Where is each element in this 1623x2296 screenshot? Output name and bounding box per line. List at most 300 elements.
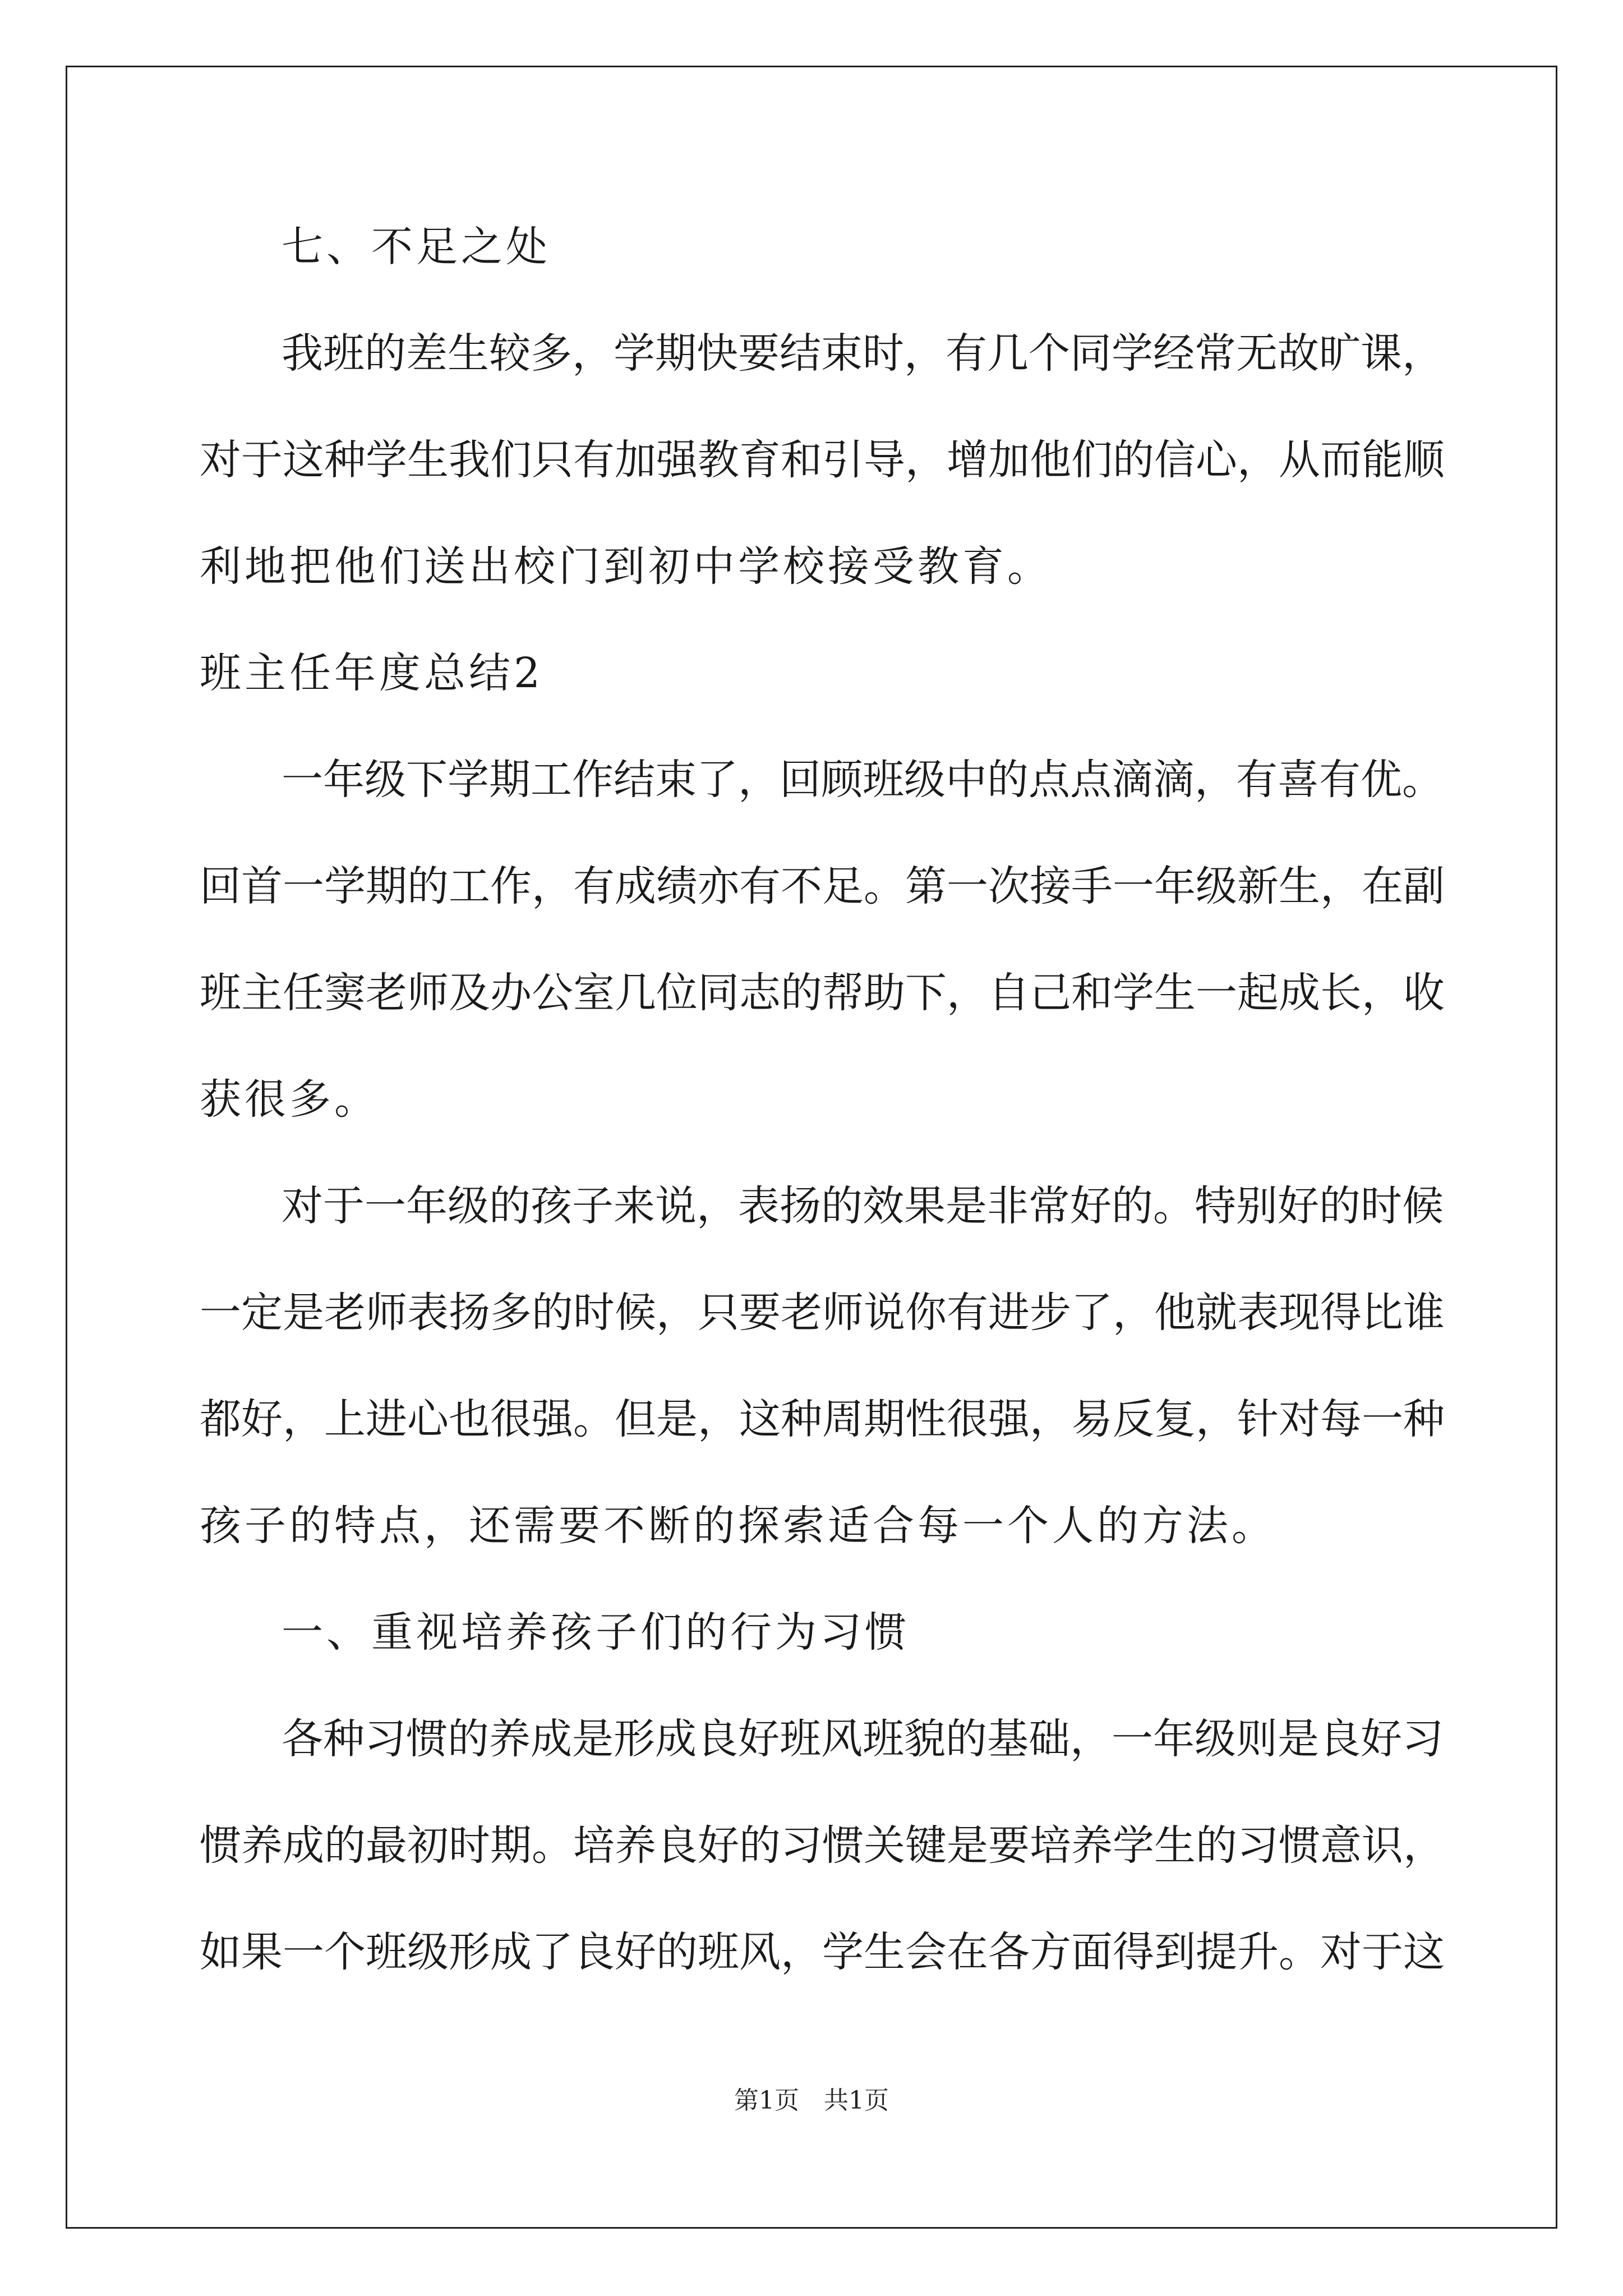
text-char: 年 bbox=[1153, 1715, 1195, 1763]
text-char: 成 bbox=[283, 1821, 324, 1870]
text-char: 初 bbox=[407, 1821, 449, 1870]
text-char: 候 bbox=[1402, 1182, 1444, 1230]
text-char: 了 bbox=[532, 1928, 573, 1976]
text-char: 生 bbox=[1154, 969, 1196, 1017]
text-char: 一 bbox=[365, 1182, 406, 1230]
text-char: 个 bbox=[1029, 329, 1070, 378]
text-char: 喜 bbox=[1278, 756, 1319, 804]
text-char: 各 bbox=[282, 1715, 323, 1763]
text-char: ， bbox=[283, 1395, 324, 1443]
text-char: 惯 bbox=[1279, 1821, 1320, 1870]
text-char: 好 bbox=[698, 1821, 739, 1870]
text-char: 顾 bbox=[821, 756, 863, 804]
text-char: 位 bbox=[656, 969, 698, 1017]
text-char: 的 bbox=[987, 756, 1029, 804]
text-char: 都 bbox=[200, 1395, 241, 1443]
text-char: 束 bbox=[655, 756, 697, 804]
text-char: 对 bbox=[200, 436, 241, 484]
paragraph-line bbox=[200, 1279, 1445, 1346]
text-char: 有 bbox=[1236, 756, 1278, 804]
text-char: 你 bbox=[905, 1289, 947, 1337]
text-char: 效 bbox=[863, 1182, 904, 1230]
section-heading: 七、不足之处 bbox=[282, 223, 551, 271]
text-char: 要 bbox=[739, 1289, 781, 1337]
text-char: 面 bbox=[1071, 1928, 1113, 1976]
text-char: 期 bbox=[489, 756, 531, 804]
text-char: 有 bbox=[739, 862, 781, 910]
text-char: 风 bbox=[739, 1928, 781, 1976]
text-char: 的 bbox=[1319, 1182, 1361, 1230]
text-char: 很 bbox=[947, 1395, 988, 1443]
text-char: 级 bbox=[904, 756, 946, 804]
text-char: 级 bbox=[1195, 1715, 1236, 1763]
text-char: 快 bbox=[697, 329, 738, 378]
text-char: 就 bbox=[1196, 1289, 1237, 1337]
text-char: 师 bbox=[366, 1289, 407, 1337]
text-char: 于 bbox=[241, 436, 283, 484]
text-char: 从 bbox=[1279, 436, 1320, 484]
text-char: 滴 bbox=[1112, 756, 1153, 804]
text-char: 对 bbox=[282, 1182, 323, 1230]
text-char: 成 bbox=[615, 862, 656, 910]
text-char: 公 bbox=[532, 969, 573, 1017]
text-char: ， bbox=[532, 862, 573, 910]
text-char: 的 bbox=[821, 1182, 863, 1230]
text-char: 进 bbox=[988, 1289, 1030, 1337]
text-char: ， bbox=[1403, 1821, 1445, 1870]
text-char: 方 bbox=[1030, 1928, 1071, 1976]
text-char: 得 bbox=[1320, 1289, 1362, 1337]
text-char: ， bbox=[1237, 436, 1279, 484]
text-char: 老 bbox=[324, 1289, 366, 1337]
text-char: 故 bbox=[1278, 329, 1319, 378]
text-char: 于 bbox=[1362, 1928, 1403, 1976]
text-char: 我 bbox=[449, 436, 490, 484]
text-char: ， bbox=[738, 756, 780, 804]
paragraph-line bbox=[282, 1172, 1444, 1240]
text-char: 结 bbox=[614, 756, 655, 804]
text-char: 班 bbox=[780, 1715, 821, 1763]
text-char: 的 bbox=[448, 1715, 489, 1763]
text-char: 一 bbox=[283, 1928, 324, 1976]
text-char: 比 bbox=[1362, 1289, 1403, 1337]
text-char: 接 bbox=[1030, 862, 1071, 910]
paragraph-line bbox=[282, 320, 1444, 387]
text-char: 惯 bbox=[406, 1715, 448, 1763]
text-char: 良 bbox=[1319, 1715, 1361, 1763]
text-char: 说 bbox=[655, 1182, 697, 1230]
paragraph-line: 获很多。 bbox=[200, 1075, 379, 1124]
text-char: 的 bbox=[532, 1289, 573, 1337]
text-char: 的 bbox=[489, 1182, 531, 1230]
text-char: 导 bbox=[864, 436, 905, 484]
text-char: 性 bbox=[905, 1395, 947, 1443]
text-char: 的 bbox=[656, 1928, 698, 1976]
text-char: 候 bbox=[615, 1289, 656, 1337]
text-char: 增 bbox=[947, 436, 988, 484]
text-char: 有 bbox=[946, 329, 987, 378]
text-char: 特 bbox=[1195, 1182, 1236, 1230]
text-char: 有 bbox=[573, 436, 615, 484]
text-char: 窦 bbox=[324, 969, 366, 1017]
text-char: 成 bbox=[1279, 969, 1320, 1017]
text-char: 育 bbox=[739, 436, 781, 484]
text-char: 只 bbox=[698, 1289, 739, 1337]
text-char: 生 bbox=[407, 436, 449, 484]
paragraph-line bbox=[200, 959, 1445, 1027]
text-char: 生 bbox=[448, 329, 489, 378]
text-char: 帮 bbox=[822, 969, 864, 1017]
text-char: 成 bbox=[490, 1928, 532, 1976]
text-char: 同 bbox=[1070, 329, 1112, 378]
text-char: 志 bbox=[739, 969, 781, 1017]
text-char: 时 bbox=[1361, 1182, 1402, 1230]
text-char: 个 bbox=[324, 1928, 366, 1976]
text-char: 几 bbox=[987, 329, 1029, 378]
text-char: 室 bbox=[573, 969, 615, 1017]
text-char: 回 bbox=[780, 756, 821, 804]
text-char: 期 bbox=[864, 1395, 905, 1443]
text-char: 一 bbox=[1362, 1395, 1403, 1443]
text-char: 最 bbox=[366, 1821, 407, 1870]
text-char: 有 bbox=[947, 1289, 988, 1337]
text-char: 学 bbox=[366, 436, 407, 484]
paragraph-line bbox=[200, 1386, 1445, 1453]
text-char: 级 bbox=[407, 1928, 449, 1976]
text-char: 一 bbox=[1196, 969, 1237, 1017]
text-char: 年 bbox=[323, 756, 365, 804]
text-char: 作 bbox=[490, 862, 532, 910]
text-char: 顺 bbox=[1403, 436, 1445, 484]
text-char: 来 bbox=[614, 1182, 655, 1230]
text-char: 老 bbox=[366, 969, 407, 1017]
text-char: 在 bbox=[1362, 862, 1403, 910]
paragraph-line bbox=[200, 1918, 1445, 1986]
text-char: ， bbox=[904, 329, 946, 378]
text-char: 惯 bbox=[822, 1821, 864, 1870]
text-char: 谁 bbox=[1403, 1289, 1445, 1337]
text-char: 班 bbox=[698, 1928, 739, 1976]
text-char: 起 bbox=[1237, 969, 1279, 1017]
text-char: 的 bbox=[407, 862, 449, 910]
text-char: 到 bbox=[1154, 1928, 1196, 1976]
text-char: 中 bbox=[946, 756, 987, 804]
text-char: 础 bbox=[1029, 1715, 1070, 1763]
text-char: 关 bbox=[864, 1821, 905, 1870]
text-char: 办 bbox=[490, 969, 532, 1017]
text-char: 复 bbox=[1154, 1395, 1196, 1443]
text-char: ， bbox=[1195, 756, 1236, 804]
text-char: 生 bbox=[1279, 862, 1320, 910]
page-border bbox=[66, 66, 1557, 2229]
text-char: 的 bbox=[365, 329, 406, 378]
text-char: 师 bbox=[407, 969, 449, 1017]
text-char: 果 bbox=[241, 1928, 283, 1976]
paragraph-line: 利地把他们送出校门到初中学校接受教育。 bbox=[200, 542, 1052, 591]
text-char: 是 bbox=[947, 1821, 988, 1870]
text-char: 时 bbox=[449, 1821, 490, 1870]
text-char: 惯 bbox=[200, 1821, 241, 1870]
text-char: 孩 bbox=[531, 1182, 572, 1230]
text-char: 新 bbox=[1237, 862, 1279, 910]
text-char: 级 bbox=[1196, 862, 1237, 910]
text-char: 很 bbox=[490, 1395, 532, 1443]
page-number-footer: 第1页 共1页 bbox=[734, 2086, 889, 2115]
text-char: 班 bbox=[200, 969, 241, 1017]
text-char: 无 bbox=[1236, 329, 1278, 378]
text-char: 风 bbox=[821, 1715, 863, 1763]
text-char: 一 bbox=[947, 862, 988, 910]
text-char: 他 bbox=[1154, 1289, 1196, 1337]
text-char: 强 bbox=[988, 1395, 1030, 1443]
text-char: 班 bbox=[863, 1715, 904, 1763]
text-char: 升 bbox=[1237, 1928, 1279, 1976]
text-char: 种 bbox=[1403, 1395, 1445, 1443]
text-char: 对 bbox=[1320, 1928, 1362, 1976]
text-char: 貌 bbox=[904, 1715, 946, 1763]
text-char: 的 bbox=[324, 1821, 366, 1870]
text-char: 要 bbox=[738, 329, 780, 378]
text-char: ， bbox=[905, 436, 947, 484]
text-char: 信 bbox=[1154, 436, 1196, 484]
text-char: 收 bbox=[1403, 969, 1445, 1017]
text-char: 学 bbox=[324, 862, 366, 910]
text-char: 多 bbox=[490, 1289, 532, 1337]
text-char: 成 bbox=[531, 1715, 572, 1763]
text-char: 说 bbox=[864, 1289, 905, 1337]
text-char: 果 bbox=[904, 1182, 946, 1230]
text-char: 及 bbox=[449, 969, 490, 1017]
text-char: 良 bbox=[697, 1715, 738, 1763]
text-char: 他 bbox=[1030, 436, 1071, 484]
text-char: 基 bbox=[987, 1715, 1029, 1763]
text-char: 亦 bbox=[698, 862, 739, 910]
paragraph-line bbox=[282, 746, 1444, 813]
text-char: 是 bbox=[283, 1289, 324, 1337]
text-char: 了 bbox=[1071, 1289, 1113, 1337]
text-char: 形 bbox=[614, 1715, 655, 1763]
text-char: 老 bbox=[781, 1289, 822, 1337]
text-char: 则 bbox=[1236, 1715, 1278, 1763]
paragraph-line bbox=[200, 426, 1445, 494]
text-char: 手 bbox=[1071, 862, 1113, 910]
text-char: 种 bbox=[324, 436, 366, 484]
text-char: 一 bbox=[200, 1289, 241, 1337]
text-char: 自 bbox=[988, 969, 1030, 1017]
text-char: 。 bbox=[573, 1395, 615, 1443]
text-char: 于 bbox=[323, 1182, 365, 1230]
text-char: 学 bbox=[1112, 329, 1153, 378]
text-char: ， bbox=[572, 329, 614, 378]
text-char: 养 bbox=[241, 1821, 283, 1870]
text-char: 班 bbox=[366, 1928, 407, 1976]
text-char: 学 bbox=[614, 329, 655, 378]
text-char: 习 bbox=[365, 1715, 406, 1763]
text-char: 好 bbox=[241, 1395, 283, 1443]
text-char: 滴 bbox=[1153, 756, 1195, 804]
text-char: 任 bbox=[283, 969, 324, 1017]
text-char: 工 bbox=[531, 756, 572, 804]
text-char: 工 bbox=[449, 862, 490, 910]
text-char: ， bbox=[1362, 969, 1403, 1017]
text-char: 助 bbox=[864, 969, 905, 1017]
text-char: 是 bbox=[1278, 1715, 1319, 1763]
text-char: 期 bbox=[366, 862, 407, 910]
text-char: 心 bbox=[407, 1395, 449, 1443]
text-char: 能 bbox=[1362, 436, 1403, 484]
text-char: 的 bbox=[1113, 436, 1154, 484]
text-char: 的 bbox=[781, 969, 822, 1017]
text-char: 进 bbox=[366, 1395, 407, 1443]
text-char: 成 bbox=[655, 1715, 697, 1763]
text-char: 生 bbox=[1154, 1821, 1196, 1870]
text-char: 种 bbox=[323, 1715, 365, 1763]
text-char: 足 bbox=[822, 862, 864, 910]
text-char: 针 bbox=[1237, 1395, 1279, 1443]
text-char: ， bbox=[1070, 1715, 1112, 1763]
text-char: 次 bbox=[988, 862, 1030, 910]
text-char: 扬 bbox=[780, 1182, 821, 1230]
text-char: 了 bbox=[697, 756, 738, 804]
text-char: 形 bbox=[449, 1928, 490, 1976]
text-char: 们 bbox=[1071, 436, 1113, 484]
text-char: 是 bbox=[946, 1182, 987, 1230]
text-char: 步 bbox=[1030, 1289, 1071, 1337]
text-char: 好 bbox=[1070, 1182, 1112, 1230]
text-char: 易 bbox=[1071, 1395, 1113, 1443]
text-char: 首 bbox=[241, 862, 283, 910]
text-char: 常 bbox=[1029, 1182, 1070, 1230]
text-char: 学 bbox=[1113, 969, 1154, 1017]
text-char: 己 bbox=[1030, 969, 1071, 1017]
text-char: 的 bbox=[739, 1821, 781, 1870]
text-char: 较 bbox=[489, 329, 531, 378]
text-char: 时 bbox=[863, 329, 904, 378]
text-char: 优 bbox=[1361, 756, 1402, 804]
text-char: 下 bbox=[406, 756, 448, 804]
text-char: 。 bbox=[532, 1821, 573, 1870]
text-char: 有 bbox=[573, 862, 615, 910]
text-char: 良 bbox=[656, 1821, 698, 1870]
text-char: 定 bbox=[241, 1289, 283, 1337]
text-char: ， bbox=[1030, 1395, 1071, 1443]
text-char: 多 bbox=[531, 329, 572, 378]
text-char: 对 bbox=[1279, 1395, 1320, 1443]
text-char: 但 bbox=[615, 1395, 656, 1443]
text-char: 而 bbox=[1320, 436, 1362, 484]
document-subtitle: 班主任年度总结2 bbox=[200, 649, 544, 697]
paragraph-line: 孩子的特点，还需要不断的探索适合每一个人的方法。 bbox=[200, 1502, 1276, 1550]
text-char: 识 bbox=[1362, 1821, 1403, 1870]
text-char: 这 bbox=[1403, 1928, 1445, 1976]
text-char: 点 bbox=[1070, 756, 1112, 804]
text-char: ， bbox=[1402, 329, 1444, 378]
paragraph-line bbox=[200, 853, 1445, 920]
text-char: 键 bbox=[905, 1821, 947, 1870]
text-char: 引 bbox=[822, 436, 864, 484]
text-char: 养 bbox=[489, 1715, 531, 1763]
text-char: 周 bbox=[822, 1395, 864, 1443]
text-char: 意 bbox=[1320, 1821, 1362, 1870]
text-char: 班 bbox=[863, 756, 904, 804]
text-char: 的 bbox=[1112, 1182, 1153, 1230]
text-char: 习 bbox=[781, 1821, 822, 1870]
text-char: ， bbox=[656, 1289, 698, 1337]
text-char: ， bbox=[698, 1395, 739, 1443]
text-char: 在 bbox=[947, 1928, 988, 1976]
text-char: 期 bbox=[490, 1821, 532, 1870]
text-char: 主 bbox=[241, 969, 283, 1017]
text-char: 是 bbox=[572, 1715, 614, 1763]
text-char: 的 bbox=[1196, 1821, 1237, 1870]
text-char: 提 bbox=[1196, 1928, 1237, 1976]
text-char: 教 bbox=[698, 436, 739, 484]
text-char: 强 bbox=[656, 436, 698, 484]
text-char: 年 bbox=[406, 1182, 448, 1230]
text-char: 要 bbox=[988, 1821, 1030, 1870]
text-char: 好 bbox=[1278, 1182, 1319, 1230]
text-char: 课 bbox=[1361, 329, 1402, 378]
section-heading: 一、重视培养孩子们的行为习惯 bbox=[282, 1608, 910, 1657]
text-char: 和 bbox=[1071, 969, 1113, 1017]
text-char: 第 bbox=[905, 862, 947, 910]
text-char: 级 bbox=[365, 756, 406, 804]
text-char: 作 bbox=[572, 756, 614, 804]
text-char: 几 bbox=[615, 969, 656, 1017]
text-char: 有 bbox=[1319, 756, 1361, 804]
text-char: 这 bbox=[283, 436, 324, 484]
text-char: ， bbox=[1113, 1289, 1154, 1337]
text-char: 养 bbox=[615, 1821, 656, 1870]
text-char: 是 bbox=[656, 1395, 698, 1443]
text-char: 绩 bbox=[656, 862, 698, 910]
text-char: 学 bbox=[1113, 1821, 1154, 1870]
text-char: 心 bbox=[1196, 436, 1237, 484]
text-char: 师 bbox=[822, 1289, 864, 1337]
text-char: 差 bbox=[406, 329, 448, 378]
text-char: 时 bbox=[573, 1289, 615, 1337]
text-char: 同 bbox=[698, 969, 739, 1017]
text-char: 非 bbox=[987, 1182, 1029, 1230]
text-char: 一 bbox=[282, 756, 323, 804]
text-char: 强 bbox=[532, 1395, 573, 1443]
text-char: 一 bbox=[1112, 1715, 1153, 1763]
text-char: 表 bbox=[1237, 1289, 1279, 1337]
text-char: 良 bbox=[573, 1928, 615, 1976]
text-char: 回 bbox=[200, 862, 241, 910]
text-char: 习 bbox=[1237, 1821, 1279, 1870]
text-char: 上 bbox=[324, 1395, 366, 1443]
text-char: ， bbox=[1320, 862, 1362, 910]
text-char: 别 bbox=[1236, 1182, 1278, 1230]
text-char: 现 bbox=[1279, 1289, 1320, 1337]
text-char: 年 bbox=[1154, 862, 1196, 910]
text-char: 加 bbox=[988, 436, 1030, 484]
text-char: 束 bbox=[821, 329, 863, 378]
text-char: 我 bbox=[282, 329, 323, 378]
text-char: 生 bbox=[864, 1928, 905, 1976]
text-char: 好 bbox=[738, 1715, 780, 1763]
text-char: ， bbox=[781, 1928, 822, 1976]
text-char: 习 bbox=[1402, 1715, 1444, 1763]
text-char: 。 bbox=[864, 862, 905, 910]
text-char: 级 bbox=[448, 1182, 489, 1230]
text-char: 这 bbox=[739, 1395, 781, 1443]
text-char: 一 bbox=[283, 862, 324, 910]
text-char: 的 bbox=[946, 1715, 987, 1763]
text-char: 每 bbox=[1320, 1395, 1362, 1443]
text-char: 期 bbox=[655, 329, 697, 378]
